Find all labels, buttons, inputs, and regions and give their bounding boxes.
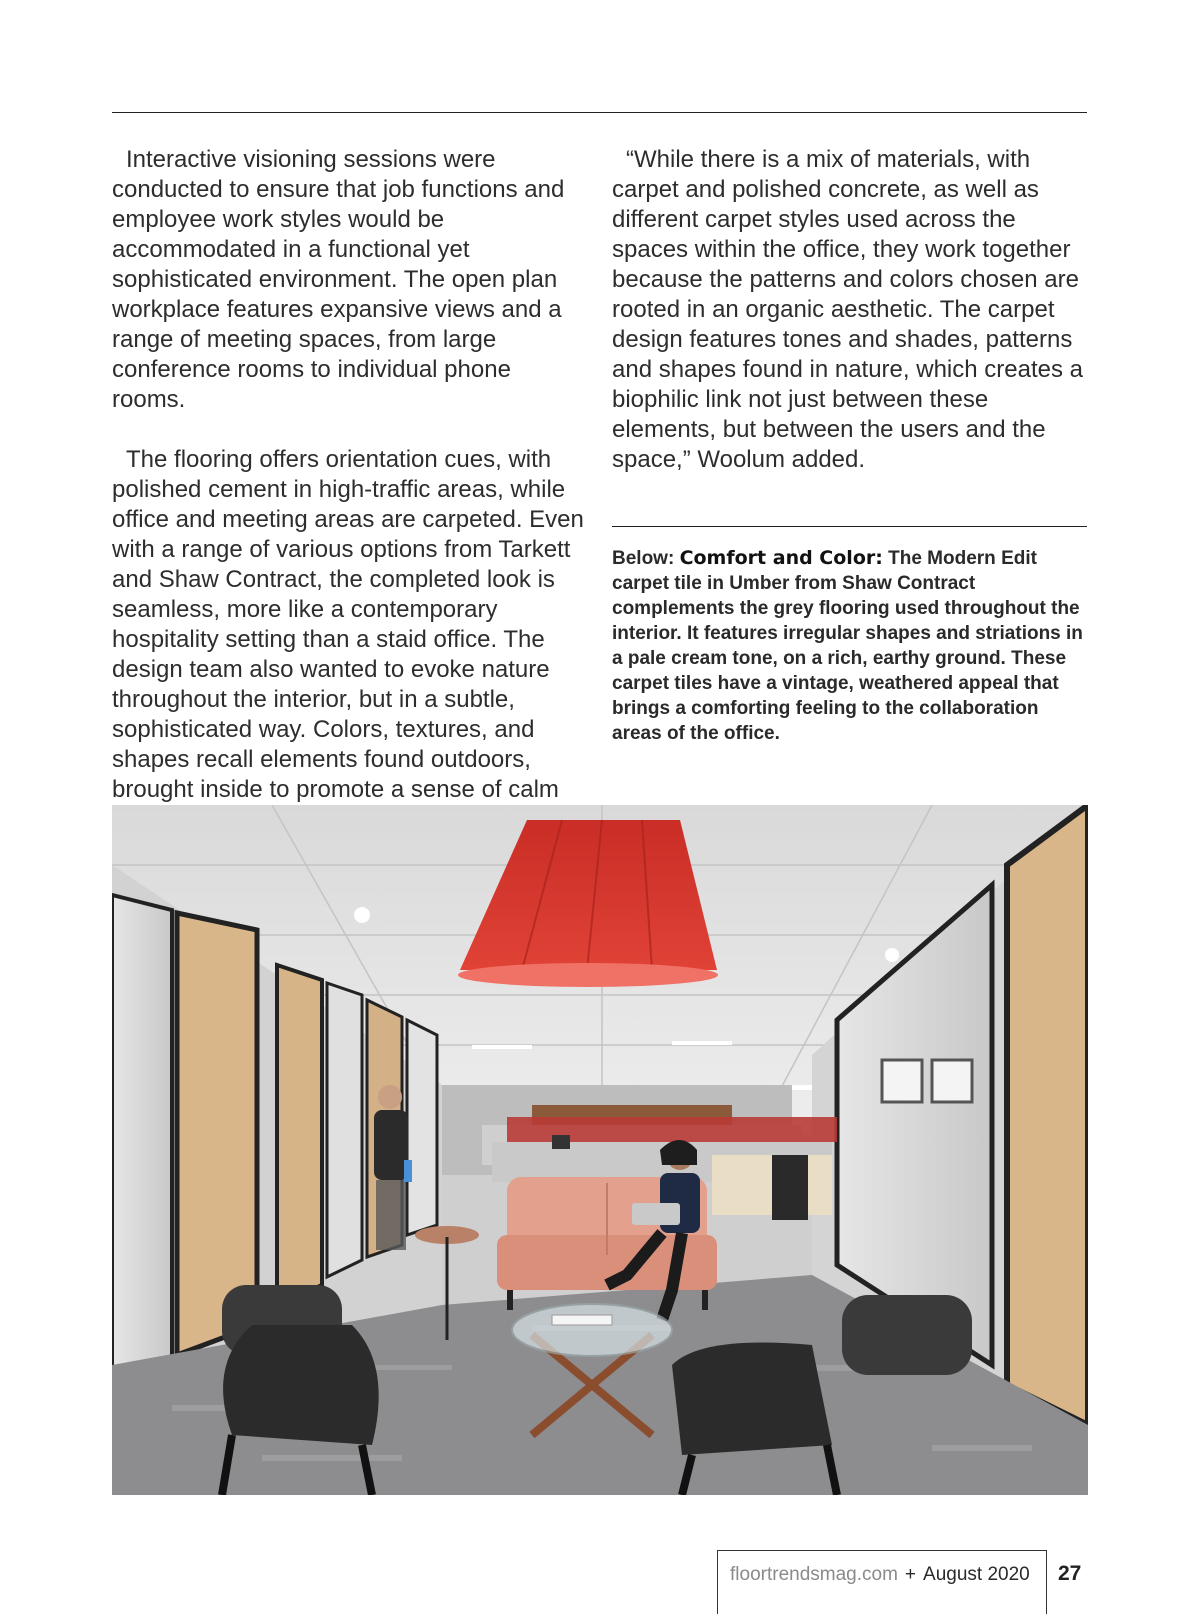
right-door [1007,805,1088,1425]
body-paragraph: Interactive visioning sessions were conducted to ensure that job functions and employee work styles would be accommodated in a functional yet sophisticated environment. The open plan workplace features expansive views and a range of meeting spaces, from large conference rooms to individual phone rooms. [112,146,565,413]
wall-frame-1 [882,1060,922,1102]
body-paragraph: The flooring offers orientation cues, with polished cement in high-traffic areas, while office and meeting areas are carpeted. Even with a range of various options from Tarkett and Shaw Contract, the completed look is seamless, more like a contemporary hospitality setting than a staid office. The design team also wanted to evoke nature throughout the interior, but in a subtle, sophisticated way. Colors, textures, and shapes recall elements found outdoors, brought inside to promote a sense of calm [112,446,584,803]
footer-issue: August 2020 [923,1564,1030,1585]
caption-rule [612,526,1087,527]
photo-illustration [112,805,1088,1495]
office-chair [772,1155,808,1220]
page-number: 27 [1058,1562,1082,1585]
left-glass-2 [327,983,362,1277]
footer-separator: + [904,1564,917,1585]
article-right-column [612,145,1087,475]
photo-caption [612,546,1087,746]
monitor [552,1135,570,1149]
wall-frame-2 [932,1060,972,1102]
top-rule [112,112,1087,113]
laptop [632,1203,680,1225]
caption-heading: Comfort and Color: [679,547,883,569]
left-door-2 [277,965,322,1305]
office-lounge-photo [112,805,1088,1495]
article-left-column [112,145,587,835]
lamp-glow [458,963,718,987]
caption-body: The Modern Edit carpet tile in Umber from Shaw Contract complements the grey flooring used throughout the interior. It features irregular shapes and striations in a pale cream tone, on a rich, earthy ground. These carpet tiles have a vintage, weathered appeal that brings a comforting feeling to the collaboration areas of the office. [612,548,1083,744]
left-glass-panel [112,895,172,1380]
footer-site: floortrendsmag.com [730,1564,898,1585]
caption-prefix: Below: [612,548,675,569]
quote-paragraph: “While there is a mix of materials, with carpet and polished concrete, as well as different carpet styles used across the spaces within the office, they work together because the patterns and colors chosen are rooted in an organic aesthetic. The carpet design features tones and shades, patterns and shapes found in nature, which creates a biophilic link not just between these elements, but between the users and the space,” Woolum added. [612,146,1083,473]
footer-credit [730,1563,1030,1587]
